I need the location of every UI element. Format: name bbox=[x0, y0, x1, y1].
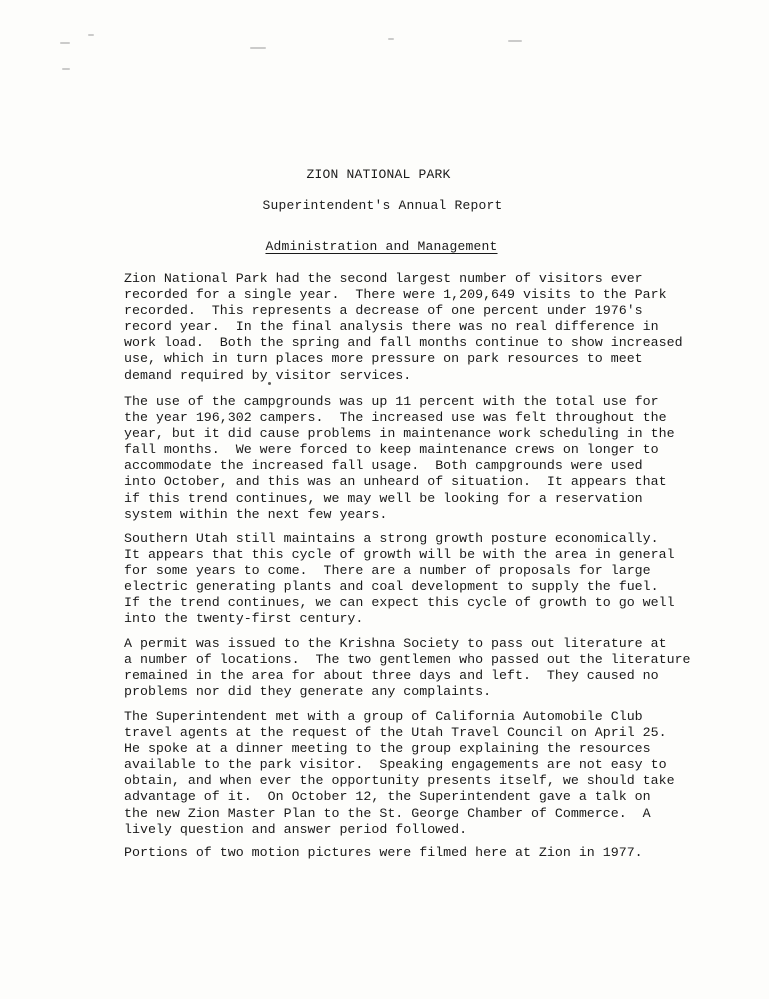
paragraph-superintendent-meeting: The Superintendent met with a group of California Automobile Club travel agents at the request of the Utah Travel Council on April 25. He spoke at a dinner meeting to the group explaining the resources available to the park visitor. Speaking engagements are not easy to obtain, and when ever the opportunity presents itself, we should take advantage of it. On October 12, the Superintendent gave a talk on the new Zion Master Plan to the St. George Chamber of Commerce. A lively question and answer period followed. bbox=[124, 709, 675, 837]
scan-speck bbox=[388, 38, 394, 40]
scan-speck bbox=[508, 40, 522, 42]
section-heading bbox=[0, 239, 766, 254]
scan-speck bbox=[250, 47, 266, 49]
document-title: ZION NATIONAL PARK bbox=[306, 167, 451, 182]
paragraph-campgrounds: The use of the campgrounds was up 11 percent with the total use for the year 196,302 campers. The increased use was felt throughout the year, but it did cause problems in maintenance work scheduling in the fall months. We were forced to keep maintenance crews on longer to accommodate the increased fall usage. Both campgrounds were used into October, and this was an unheard of situation. It appears that if this trend continues, we may well be looking for a reservation system within the next few years. bbox=[124, 394, 675, 522]
paragraph-visitors: Zion National Park had the second largest number of visitors ever recorded for a single year. There were 1,209,649 visits to the Park recorded. This represents a decrease of one percent under 1976's record year. In the final analysis there was no real difference in work load. Both the spring and fall months continue to show increased use, which in turn places more pressure on park resources to meet demand required by visitor services. bbox=[124, 271, 683, 383]
scan-speck bbox=[62, 68, 70, 70]
section-heading-text: Administration and Management bbox=[265, 239, 498, 254]
scan-speck bbox=[88, 34, 94, 36]
scan-speck bbox=[60, 42, 70, 44]
paragraph-motion-pictures: Portions of two motion pictures were filmed here at Zion in 1977. bbox=[124, 845, 643, 860]
document-subtitle: Superintendent's Annual Report bbox=[262, 198, 503, 213]
paragraph-permit: A permit was issued to the Krishna Society to pass out literature at a number of locations. The two gentlemen who passed out the literature remained in the area for about three days and left. They caused no problems nor did they generate any complaints. bbox=[124, 636, 691, 700]
paragraph-economic-growth: Southern Utah still maintains a strong growth posture economically. It appears that this cycle of growth will be with the area in general for some years to come. There are a number of proposals for large electric generating plants and coal development to supply the fuel. If the trend continues, we can expect this cycle of growth to go well into the twenty-first century. bbox=[124, 531, 675, 627]
